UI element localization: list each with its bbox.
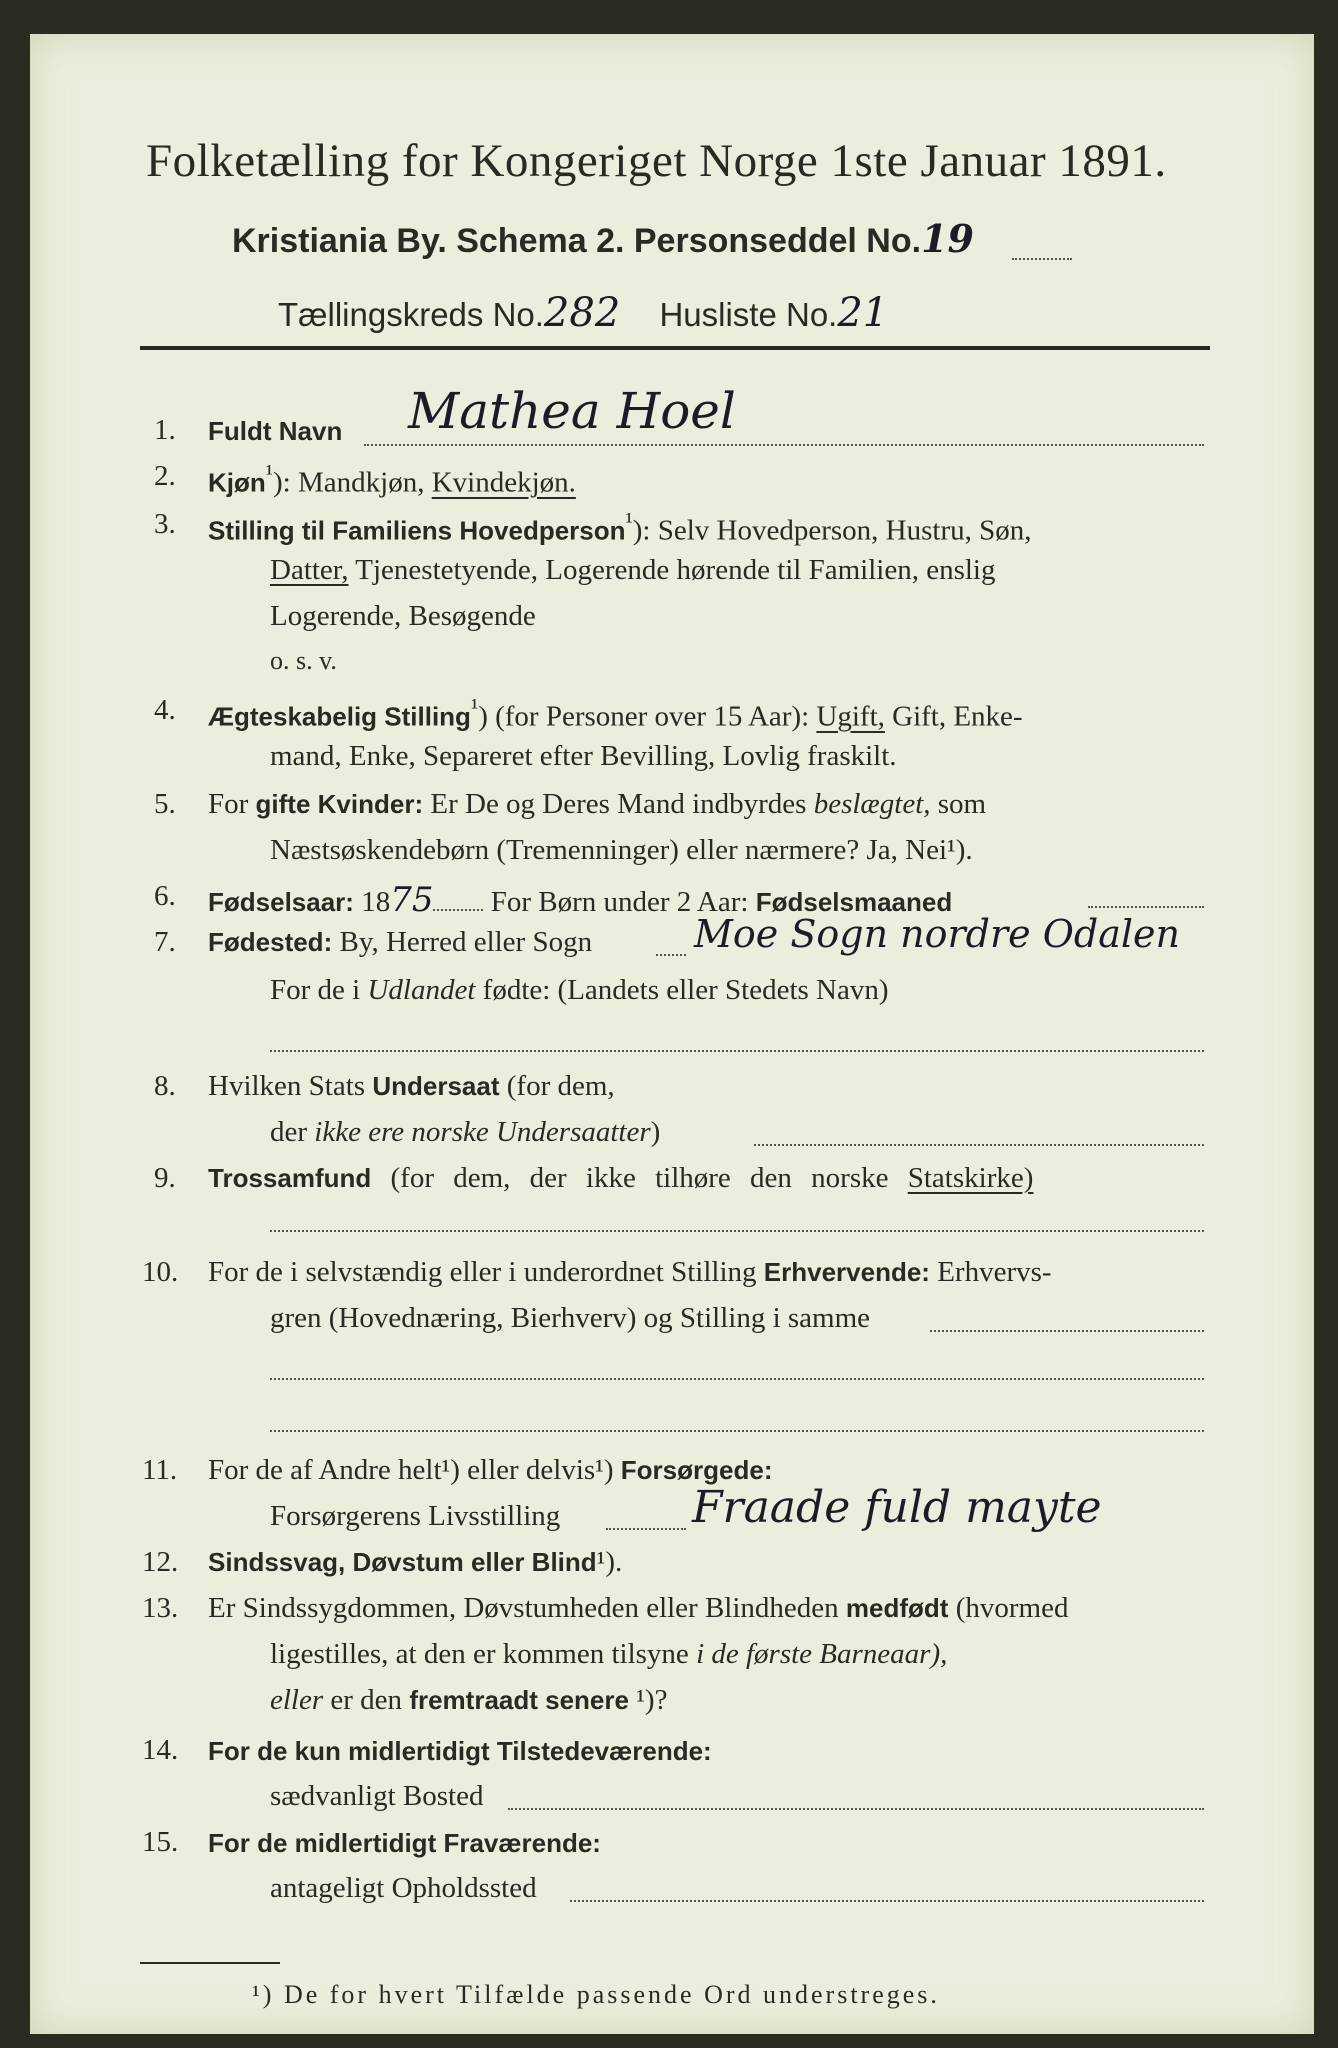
krets-label: Tællingskreds No. — [278, 296, 544, 333]
q11-number: 11. — [142, 1454, 178, 1486]
q8-dotted — [754, 1144, 1204, 1146]
q14-line2: sædvanligt Bosted — [270, 1780, 484, 1812]
husliste-label: Husliste No. — [659, 296, 838, 333]
q8-text2a: der — [270, 1116, 315, 1148]
q13-label2: fremtraadt senere — [409, 1685, 629, 1715]
q6-text: 18 — [353, 886, 391, 918]
q1-dotted-line — [364, 444, 1204, 446]
q6-label2: Fødselsmaaned — [755, 887, 953, 917]
q11-answer-provider: Fraade fuld mayte — [692, 1482, 1102, 1533]
q4-number: 4. — [154, 694, 176, 726]
q7-line1 — [208, 926, 592, 959]
krets-line — [278, 290, 888, 336]
q1-answer-name: Mathea Hoel — [408, 382, 736, 440]
q10-line2: gren (Hovednæring, Bierhverv) og Stilling i samme — [270, 1302, 871, 1334]
q10-text1: For de i selvstændig eller i underordnet Stilling — [208, 1256, 764, 1288]
q6-dotted — [433, 909, 483, 911]
q10-dotted — [930, 1330, 1204, 1332]
q2-text: ): Mandkjøn, — [273, 466, 432, 499]
q8-line2 — [270, 1116, 660, 1149]
q13-italic2: eller — [270, 1684, 324, 1716]
q7-dotted-blank — [270, 1050, 1204, 1052]
q5-line1 — [208, 788, 986, 821]
q5-label: gifte Kvinder: — [255, 789, 424, 819]
q3-sup: ¹ — [625, 508, 633, 535]
q3-line3: Logerende, Besøgende — [270, 600, 536, 632]
q5-prefix: For — [208, 788, 256, 820]
dotted-leader — [1012, 258, 1072, 260]
q14-label: For de kun midlertidigt Tilstedeværende: — [208, 1736, 712, 1766]
q7-italic: Udlandet — [367, 974, 476, 1006]
q8-text2b: ) — [650, 1116, 661, 1148]
q7-text: By, Herred eller Sogn — [332, 926, 593, 958]
q4-sup: ¹ — [470, 694, 479, 721]
q4-text1b: Gift, Enke- — [884, 700, 1023, 733]
q13-text1b: (hvormed — [948, 1592, 1069, 1624]
form-title: Folketælling for Kongeriget Norge 1ste Januar 1891. — [146, 135, 1167, 187]
q5-line2: Næstsøskendebørn (Tremenninger) eller nærmere? Ja, Nei¹). — [270, 834, 973, 866]
q8-label: Undersaat — [372, 1071, 500, 1101]
q15-number: 15. — [142, 1826, 179, 1858]
header-rule — [140, 346, 1210, 350]
q10-text1b: Erhvervs- — [929, 1256, 1052, 1288]
q10-label: Erhvervende: — [763, 1257, 930, 1287]
q4-text1: ) (for Personer over 15 Aar): — [478, 700, 817, 733]
q2-number: 2. — [154, 460, 176, 492]
q5-text1b: som — [930, 788, 987, 820]
q1-label: Fuldt Navn — [208, 416, 343, 446]
q15-label: For de midlertidigt Fraværende: — [208, 1828, 601, 1858]
q3-label: Stilling til Familiens Hovedperson — [208, 515, 626, 546]
q3-line4: o. s. v. — [270, 646, 337, 675]
krets-number: 282 — [543, 290, 621, 336]
q13-label: medfødt — [845, 1593, 949, 1623]
q13-line3 — [270, 1684, 667, 1717]
q7-text2a: For de i — [270, 974, 368, 1006]
q3-text1: ): Selv Hovedperson, Hustru, Søn, — [632, 514, 1032, 547]
q7-label: Fødested: — [208, 927, 333, 957]
q11-text1: For de af Andre helt¹) eller delvis¹) — [208, 1454, 621, 1486]
q13-text1a: Er Sindssygdommen, Døvstumheden eller Blindheden — [208, 1592, 846, 1624]
q10-dotted-blank1 — [270, 1378, 1204, 1380]
q12-line — [208, 1546, 622, 1579]
q9-number: 9. — [154, 1162, 176, 1194]
q10-dotted-blank2 — [270, 1430, 1204, 1432]
q8-number: 8. — [154, 1070, 176, 1102]
q9-label: Trossamfund — [208, 1163, 372, 1193]
q9-underlined: Statskirke) — [907, 1162, 1034, 1194]
q14-number: 14. — [142, 1734, 179, 1766]
q13-number: 13. — [142, 1592, 179, 1624]
q11-label: Forsørgede: — [620, 1455, 773, 1485]
q7-line2 — [270, 974, 889, 1007]
q8-italic: ikke ere norske Undersaatter — [314, 1116, 651, 1148]
q6-answer-year: 75 — [390, 880, 434, 920]
husliste-number: 21 — [837, 290, 889, 336]
q12-label: Sindssvag, Døvstum eller Blind — [208, 1547, 597, 1577]
q13-line1 — [208, 1592, 1068, 1625]
q13-text2a: ligestilles, at den er kommen tilsyne — [270, 1638, 697, 1670]
q4-line2: mand, Enke, Separeret efter Bevilling, Lovlig fraskilt. — [270, 740, 897, 772]
q9-text: (for dem, der ikke tilhøre den norske — [371, 1162, 908, 1194]
personseddel-number: 19 — [921, 216, 974, 261]
q10-line1 — [208, 1256, 1052, 1289]
q2-line — [208, 460, 576, 500]
q5-number: 5. — [154, 788, 176, 820]
q14-dotted — [508, 1808, 1204, 1810]
q9-dotted-blank — [270, 1230, 1204, 1232]
schema-label: Kristiania By. Schema 2. Personseddel No. — [232, 222, 922, 260]
q5-text1: Er De og Deres Mand indbyrdes — [423, 788, 814, 820]
q7-text2b: fødte: (Landets eller Stedets Navn) — [475, 974, 889, 1006]
schema-line — [232, 216, 974, 261]
footnote-rule — [140, 1962, 280, 1964]
q12-number: 12. — [142, 1546, 179, 1578]
q6-dotted-end — [1088, 906, 1204, 908]
q3-number: 3. — [154, 508, 176, 540]
q7-dotted — [656, 954, 686, 956]
q15-dotted — [570, 1900, 1204, 1902]
census-form — [30, 34, 1314, 2034]
q15-line2: antageligt Opholdssted — [270, 1872, 537, 1904]
q1-number: 1. — [154, 414, 176, 446]
q3-text2: Tjenestetyende, Logerende hørende til Familien, enslig — [348, 554, 996, 586]
q6-number: 6. — [154, 880, 176, 912]
q8-text1b: (for dem, — [499, 1070, 615, 1102]
q13-italic: i de første Barneaar), — [696, 1638, 948, 1670]
q4-underlined: Ugift, — [816, 700, 885, 733]
q2-label: Kjøn — [208, 467, 266, 498]
q11-line2: Forsørgerens Livsstilling — [270, 1500, 561, 1532]
q4-label: Ægteskabelig Stilling — [208, 701, 471, 732]
q11-line1 — [208, 1454, 772, 1487]
footnote: ¹) De for hvert Tilfælde passende Ord understreges. — [252, 1980, 940, 2009]
q8-line1 — [208, 1070, 615, 1103]
q6-label: Fødselsaar: — [208, 887, 354, 917]
q2-underlined: Kvindekjøn. — [431, 466, 576, 499]
q2-sup: ¹ — [265, 460, 274, 487]
q3-underlined: Datter, — [270, 554, 349, 586]
q10-number: 10. — [142, 1256, 179, 1288]
q3-line1 — [208, 508, 1032, 548]
q6-text2: For Børn under 2 Aar: — [483, 886, 756, 918]
q9-line — [208, 1162, 1033, 1195]
q13-text3a: er den — [323, 1684, 410, 1716]
q12-text: ¹). — [596, 1546, 623, 1578]
q13-text3b: ¹)? — [628, 1684, 668, 1716]
q7-number: 7. — [154, 926, 176, 958]
q11-dotted — [606, 1528, 686, 1530]
q8-text1a: Hvilken Stats — [208, 1070, 373, 1102]
q5-italic: beslægtet, — [813, 788, 931, 820]
q13-line2 — [270, 1638, 947, 1671]
q3-line2 — [270, 554, 995, 587]
q4-line1 — [208, 694, 1023, 734]
q7-answer-birthplace: Moe Sogn nordre Odalen — [694, 912, 1180, 956]
